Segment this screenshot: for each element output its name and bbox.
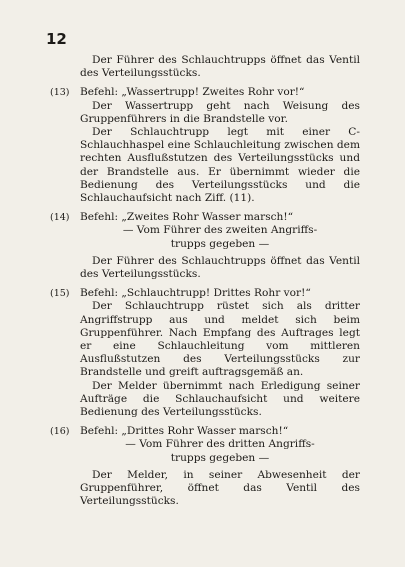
- command-16: [50, 425, 360, 438]
- paragraph-16-1: Der Melder, in seiner Abwesenheit der Gruppenführer, öffnet das Ventil des Verteilungsstücks.: [80, 468, 360, 508]
- item-number-16: (16): [50, 426, 70, 438]
- paragraph-15-1: Der Schlauchtrupp rüstet sich als dritter Angriffstrupp aus und meldet sich beim Gruppenführer. Nach Empfang des Auftrages legt er eine Schlauchleitung vom mittleren Ausflußstutzen des Verteilungsstücks zur Brandstelle und greift auftragsgemäß an.: [80, 300, 360, 379]
- command-14-text: Befehl: „Zweites Rohr Wasser marsch!“: [80, 211, 294, 224]
- remark-14-line1: — Vom Führer des zweiten Angriffs-: [122, 224, 318, 237]
- command-16-text: Befehl: „Drittes Rohr Wasser marsch!“: [80, 425, 289, 438]
- item-number-13: (13): [50, 87, 70, 99]
- command-15-text: Befehl: „Schlauchtrupp! Drittes Rohr vor!“: [80, 287, 311, 300]
- remark-14-line2: trupps gegeben —: [170, 237, 270, 250]
- item-number-14: (14): [50, 212, 70, 224]
- page-number: 12: [46, 30, 67, 48]
- command-15: [50, 287, 360, 300]
- command-13: [50, 86, 360, 99]
- paragraph-13-1: Der Wassertrupp geht nach Weisung des Gruppenführers in die Brandstelle vor.: [80, 99, 360, 125]
- remark-16-line1: — Vom Führer des dritten Angriffs-: [125, 438, 315, 451]
- paragraph-14-1: Der Führer des Schlauchtrupps öffnet das Ventil des Verteilungsstücks.: [80, 254, 360, 281]
- paragraph-intro: Der Führer des Schlauchtrupps öffnet das Ventil des Verteilungsstücks.: [80, 54, 360, 80]
- command-14: [50, 211, 360, 224]
- item-number-15: (15): [50, 288, 70, 300]
- paragraph-15-2: Der Melder übernimmt nach Erledigung seiner Aufträge die Schlauchaufsicht und weitere Bedienung des Verteilungsstücks.: [80, 379, 360, 419]
- page-text: [50, 54, 360, 509]
- remark-16-line2: trupps gegeben —: [170, 451, 270, 464]
- command-13-text: Befehl: „Wassertrupp! Zweites Rohr vor!“: [80, 86, 305, 99]
- paragraph-13-2: Der Schlauchtrupp legt mit einer C-Schlauchhaspel eine Schlauchleitung zwischen dem rechten Ausflußstutzen des Verteilungsstücks und der Brandstelle aus. Er übernimmt wieder die Bedienung des Verteilungsstücks und die Schlauchaufsicht nach Ziff. (11).: [80, 126, 360, 205]
